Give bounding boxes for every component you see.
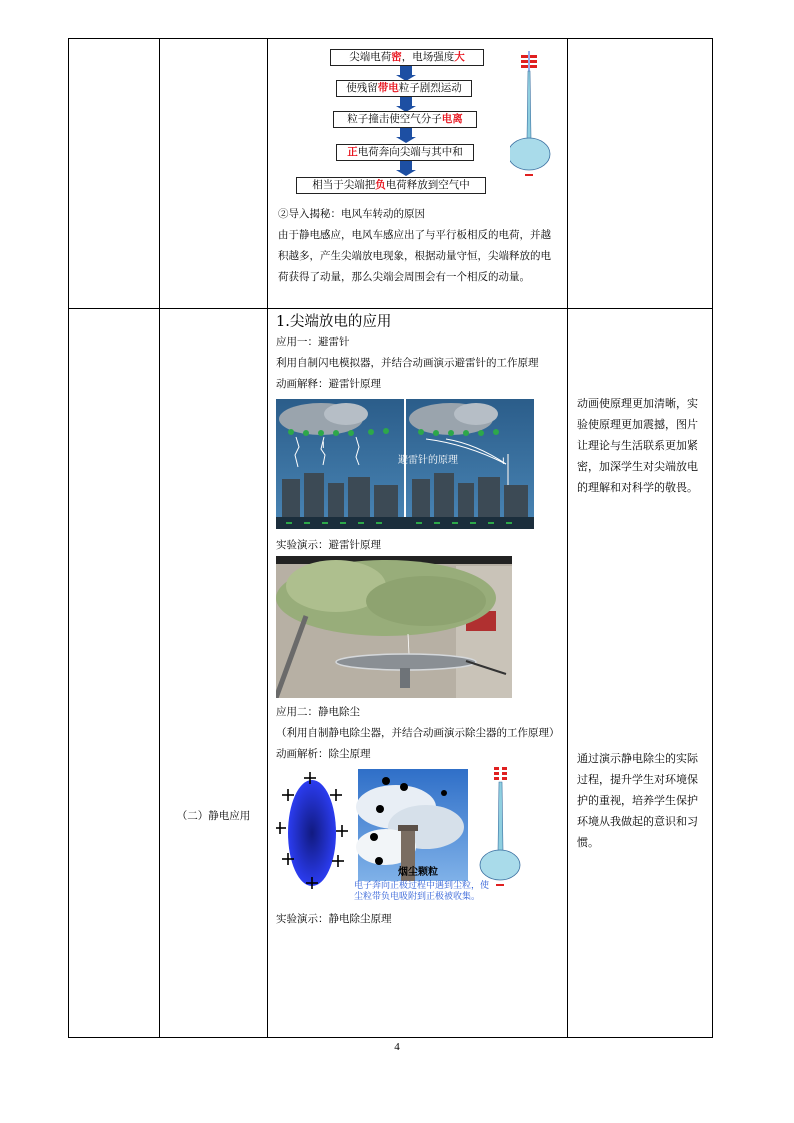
empty-cell <box>69 309 160 1038</box>
intro-title: ②导入揭秘：电风车转动的原因 <box>278 208 425 220</box>
lightning-rod-icon <box>510 49 560 179</box>
flow-step-1: 尖端电荷密，电场强度大 <box>330 49 484 66</box>
current-label: I <box>322 441 325 451</box>
lightning-rod-animation-image <box>276 399 534 529</box>
current-label: I <box>502 457 505 467</box>
application-content-cell <box>268 309 568 1038</box>
lightning-experiment-photo <box>276 556 512 698</box>
table-row <box>69 39 713 309</box>
app1-exp-label: 实验演示：避雷针原理 <box>276 539 381 551</box>
app2-anim-label: 动画解析：除尘原理 <box>276 748 371 760</box>
dust-removal-animation-image <box>276 767 556 907</box>
app2-exp-label: 实验演示：静电除尘原理 <box>276 913 392 925</box>
app1-anim-label: 动画解释：避雷针原理 <box>276 378 381 390</box>
lesson-plan-table <box>68 38 713 1038</box>
flow-step-2: 使残留带电粒子剧烈运动 <box>336 80 472 97</box>
notes-cell <box>568 309 713 1038</box>
app2-title: 应用二：静电除尘 <box>276 706 360 718</box>
app1-title: 应用一：避雷针 <box>276 336 350 348</box>
dust-caption-line-2: 尘粒带负电吸附到正极被收集。 <box>354 892 481 902</box>
empty-cell <box>69 39 160 309</box>
app2-desc: （利用自制静电除尘器，并结合动画演示除尘器的工作原理） <box>276 727 560 739</box>
page-number: 4 <box>394 1041 400 1053</box>
lightning-image-label: 避雷针的原理 <box>398 455 458 466</box>
experiment-photo-illustration <box>276 556 512 698</box>
flow-arrow <box>400 66 412 75</box>
table-row <box>69 309 713 1038</box>
flow-arrow <box>400 97 412 106</box>
empty-cell <box>568 39 713 309</box>
flow-arrow <box>400 128 412 137</box>
flow-step-3: 粒子撞击使空气分子电离 <box>333 111 477 128</box>
section-label-cell <box>160 309 268 1038</box>
flow-step-5: 相当于尖端把负电荷释放到空气中 <box>296 177 486 194</box>
flowchart <box>278 39 561 199</box>
section-heading: 1.尖端放电的应用 <box>276 314 392 330</box>
empty-cell <box>160 39 268 309</box>
note-lightning: 动画使原理更加清晰，实验使原理更加震撼，图片让理论与生活联系更加紧密，加深学生对尖端放电的理解和对科学的敬畏。 <box>577 397 698 494</box>
flow-arrow <box>400 161 412 170</box>
section-label: （二）静电应用 <box>176 810 251 822</box>
app1-desc: 利用自制闪电模拟器，并结合动画演示避雷针的工作原理 <box>276 357 539 369</box>
intro-content-cell <box>268 39 568 309</box>
dust-particle-label: 烟尘颗粒 <box>398 867 438 878</box>
intro-body: 由于静电感应，电风车感应出了与平行板相反的电荷，并越积越多，产生尖端放电现象，根据动量守恒，尖端释放的电荷获得了动量，那么尖端会周围会有一个相反的动量。 <box>278 229 551 283</box>
dust-caption-line-1: 电子奔向正极过程中遇到尘粒，使 <box>354 881 490 891</box>
note-dust: 通过演示静电除尘的实际过程，提升学生对环境保护的重视，培养学生保护环境从我做起的意识和习惯。 <box>577 752 698 849</box>
flow-step-4: 正电荷奔向尖端与其中和 <box>336 144 474 161</box>
